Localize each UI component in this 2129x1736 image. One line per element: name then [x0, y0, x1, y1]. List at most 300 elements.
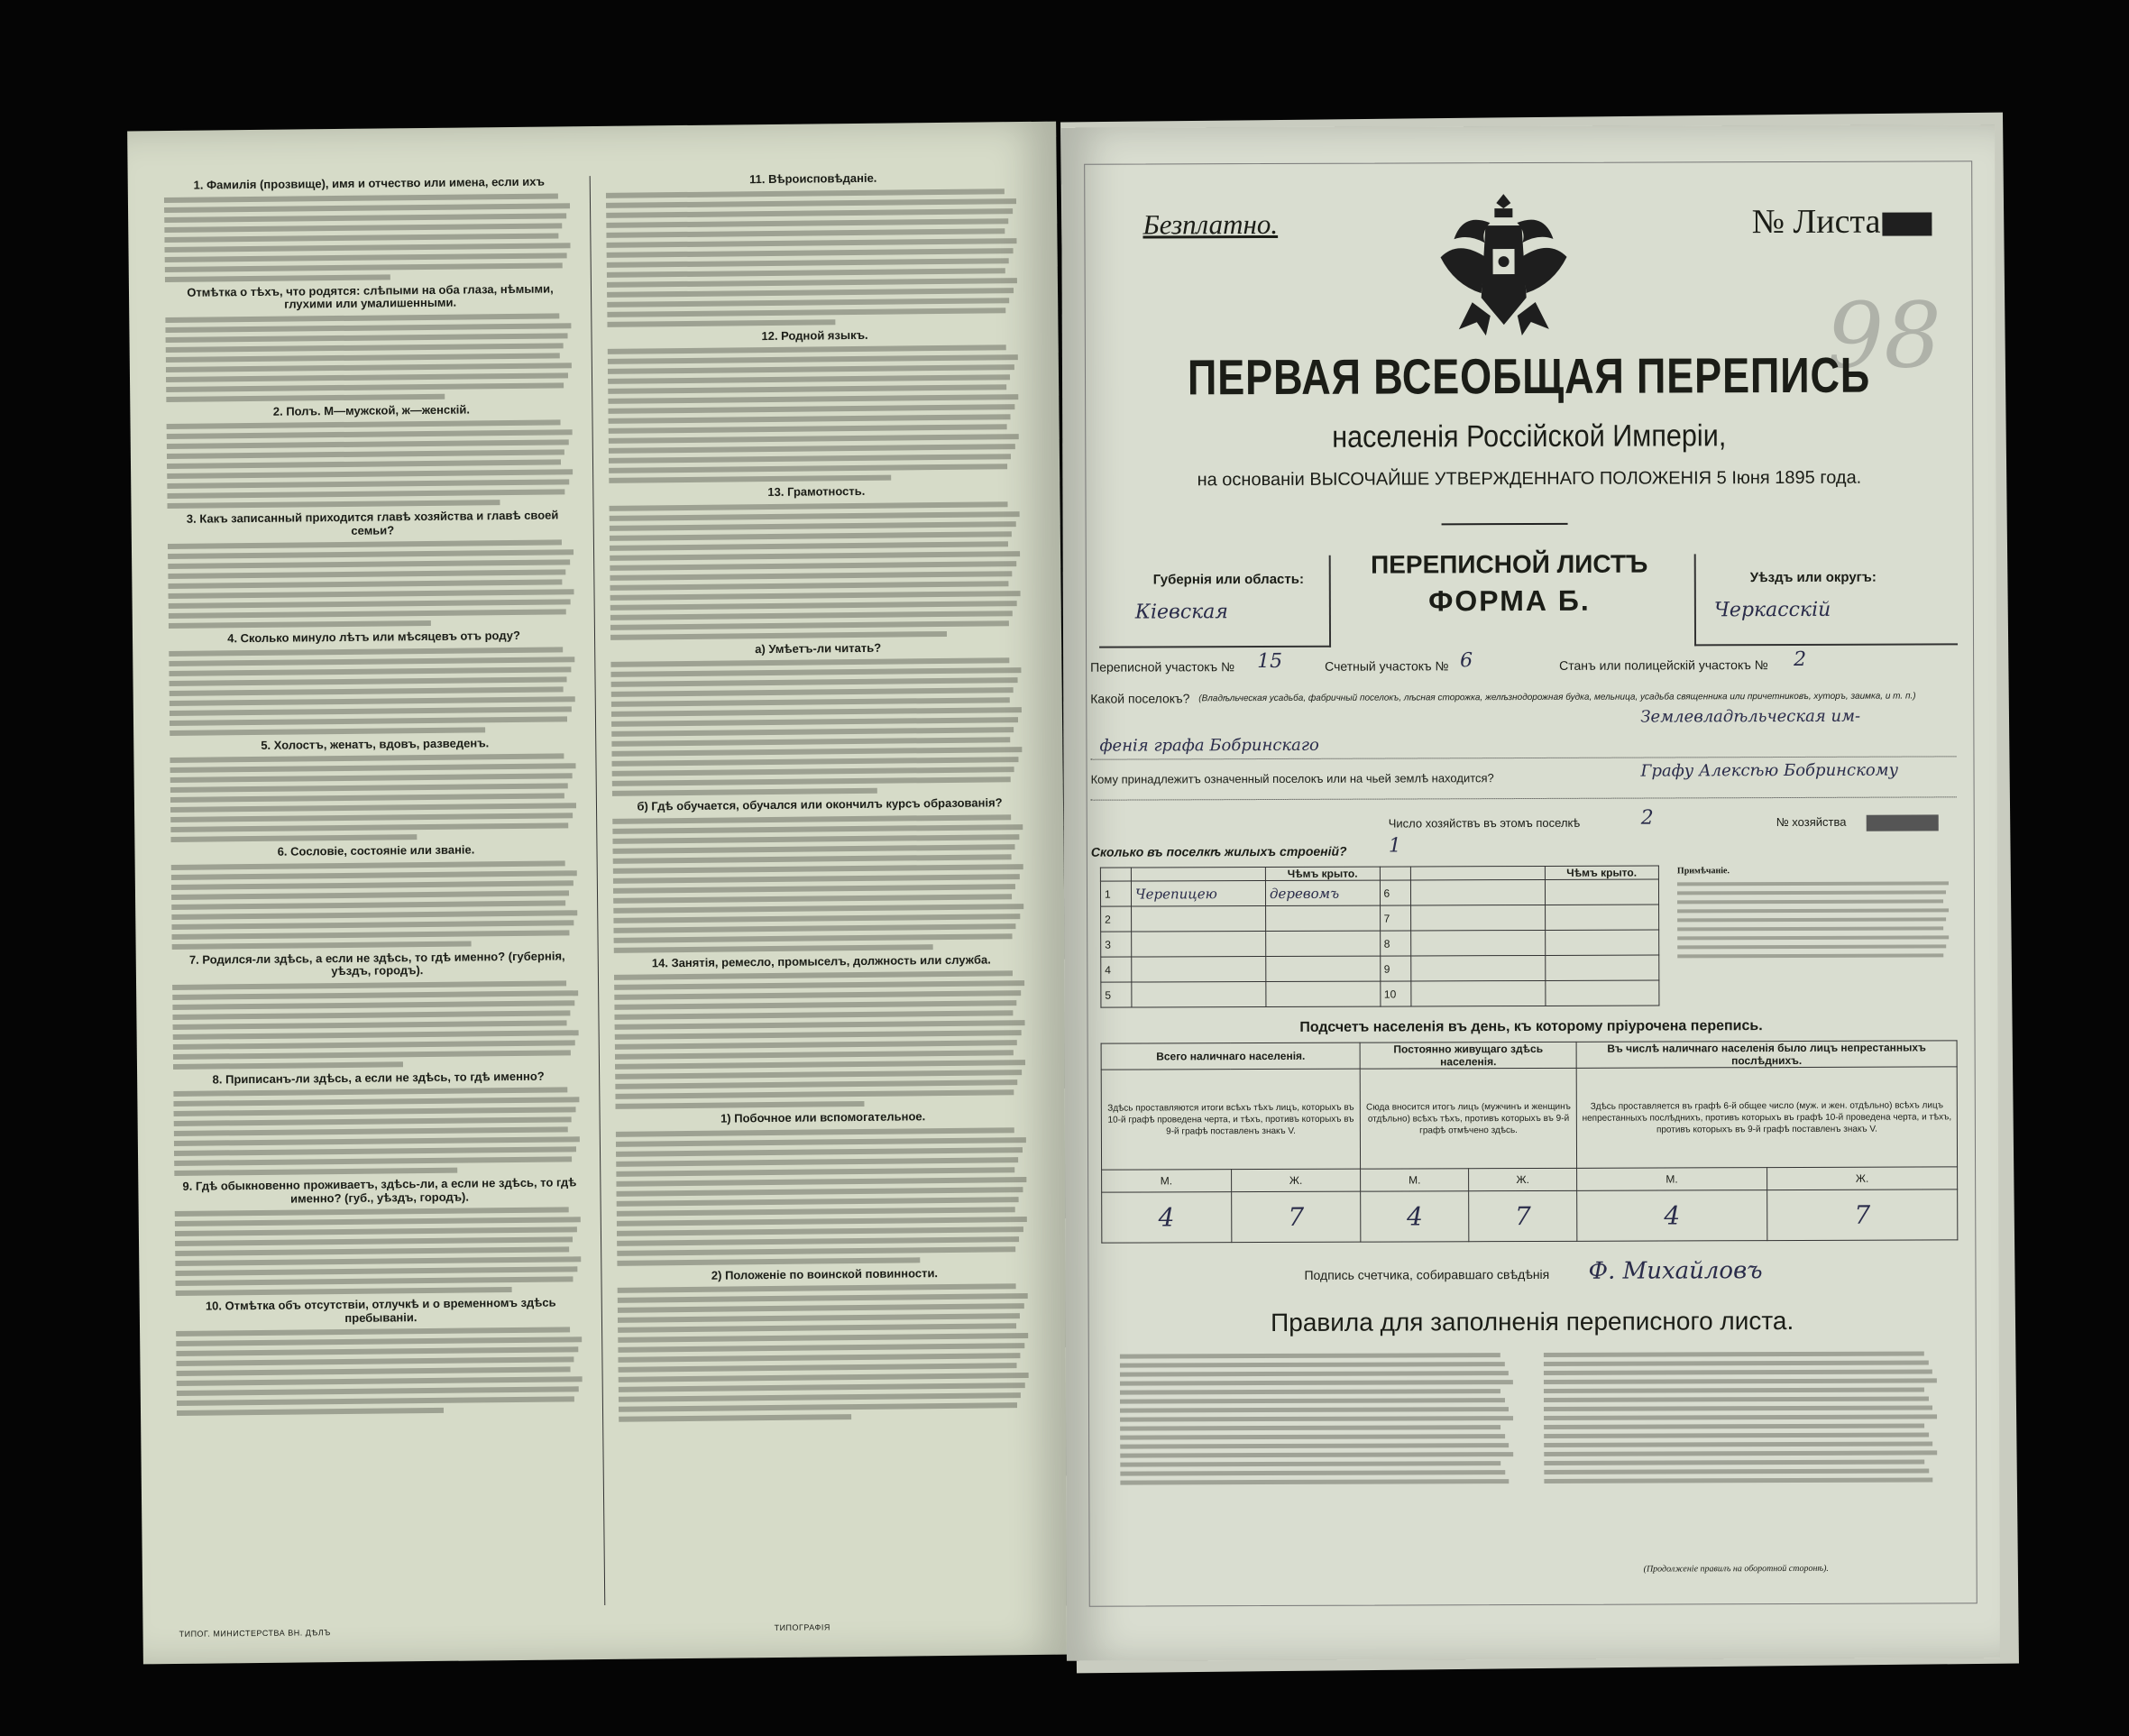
roof-col-right: Чѣмъ крыто. — [1545, 866, 1659, 879]
text-line-placeholder — [168, 569, 565, 579]
table-row — [1100, 879, 1658, 906]
row-number: 8 — [1380, 931, 1410, 956]
text-line-placeholder — [1677, 890, 1946, 895]
text-line-placeholder — [1120, 1407, 1509, 1413]
buildings-table — [1100, 866, 1660, 1008]
summary-title: Подсчетъ населенія въ день, къ которому пріурочена перепись. — [1299, 1018, 1763, 1035]
text-line-placeholder — [613, 854, 1012, 864]
text-line-placeholder — [614, 980, 1024, 990]
text-line-placeholder — [618, 1303, 1024, 1313]
text-line-placeholder — [1677, 908, 1949, 913]
section-heading: а) Умѣетъ-ли читать? — [755, 640, 882, 656]
text-line-placeholder — [619, 1402, 1017, 1412]
text-line-placeholder — [1544, 1477, 1932, 1483]
text-line-placeholder — [170, 696, 575, 706]
text-line-placeholder — [619, 1414, 851, 1422]
text-line-placeholder — [615, 1089, 1014, 1099]
district-value: Черкасскій — [1713, 598, 1831, 622]
section-heading: б) Гдѣ обучается, обучался или окончилъ курсъ образованія? — [637, 795, 1003, 813]
text-line-placeholder — [1120, 1398, 1505, 1403]
police-label: Станъ или полицейскій участокъ № — [1559, 657, 1768, 673]
text-line-placeholder — [612, 844, 1014, 854]
note-label: Примѣчаніе. — [1676, 866, 1730, 877]
text-line-placeholder — [174, 1156, 572, 1166]
section-heading: 10. Отмѣтка объ отсутствіи, отлучкѣ и о временномъ здѣсь пребываніи. — [205, 1295, 556, 1325]
section-heading: 3. Какъ записанный приходится главѣ хозяйства и главѣ своей семьи? — [186, 508, 559, 537]
text-line-placeholder — [173, 1061, 403, 1070]
summary_headers-cell: Постоянно живущаго здѣсь населенія. — [1360, 1042, 1576, 1069]
text-line-placeholder — [608, 374, 1010, 384]
text-line-placeholder — [606, 238, 1016, 248]
roof-cell: деревомъ — [1265, 880, 1380, 905]
roof-cell — [1545, 879, 1659, 905]
text-line-placeholder — [610, 611, 1013, 620]
text-line-placeholder — [174, 1107, 576, 1116]
text-line-placeholder — [610, 531, 1012, 541]
text-line-placeholder — [1120, 1362, 1505, 1367]
text-line-placeholder — [618, 1353, 1020, 1363]
text-line-placeholder — [170, 686, 564, 696]
text-line-placeholder — [172, 1000, 574, 1010]
settlement-value-line1: Землевладѣльческая им- — [1640, 706, 1861, 727]
text-line-placeholder — [168, 589, 574, 599]
counts-cell: 7 — [1231, 1191, 1361, 1243]
text-line-placeholder — [174, 1146, 576, 1156]
rules-title: Правила для заполненія переписного листа. — [1271, 1306, 1794, 1337]
text-line-placeholder — [614, 933, 1013, 943]
text-line-placeholder — [616, 1177, 1026, 1187]
households-value: 2 — [1640, 806, 1654, 830]
text-line-placeholder — [170, 676, 567, 686]
text-line-placeholder — [172, 1010, 570, 1020]
section-heading: 1) Побочное или вспомогательное. — [720, 1109, 926, 1125]
text-line-placeholder — [170, 727, 485, 736]
text-line-placeholder — [1120, 1416, 1513, 1422]
text-line-placeholder — [615, 1020, 1025, 1030]
text-line-placeholder — [166, 343, 564, 353]
text-line-placeholder — [176, 1336, 582, 1346]
text-line-placeholder — [170, 753, 564, 763]
section-heading: 12. Родной языкъ. — [761, 327, 868, 343]
row-number: 1 — [1100, 881, 1131, 906]
text-line-placeholder — [611, 727, 1014, 737]
text-line-placeholder — [164, 223, 562, 233]
text-line-placeholder — [1120, 1425, 1500, 1430]
text-line-placeholder — [1544, 1414, 1937, 1420]
row-number: 6 — [1380, 880, 1410, 905]
text-line-placeholder — [611, 707, 1022, 717]
row-number: 7 — [1380, 905, 1410, 931]
mf-cell: Ж. — [1231, 1169, 1361, 1192]
text-line-placeholder — [1120, 1470, 1505, 1475]
text-line-placeholder — [609, 454, 1011, 464]
table-row — [1101, 1041, 1957, 1070]
text-line-placeholder — [171, 920, 574, 930]
table-row — [1102, 1167, 1958, 1192]
text-line-placeholder — [610, 620, 1009, 630]
text-line-placeholder — [615, 1070, 1022, 1079]
text-line-placeholder — [167, 469, 573, 479]
text-line-placeholder — [173, 1097, 579, 1107]
text-line-placeholder — [609, 444, 1015, 454]
summary_headers-cell: Въ числѣ наличнаго населенія было лицъ непрестанныхъ послѣднихъ. — [1576, 1041, 1957, 1068]
text-line-placeholder — [615, 1060, 1025, 1070]
text-line-placeholder — [606, 188, 1005, 198]
text-line-placeholder — [615, 1050, 1014, 1060]
text-line-placeholder — [613, 864, 1023, 874]
text-line-placeholder — [617, 1246, 1015, 1256]
text-line-placeholder — [608, 404, 1014, 414]
text-line-placeholder — [610, 630, 947, 639]
section-heading: Отмѣтка о тѣхъ, что родятся: слѣпыми на оба глаза, нѣмыми, глухими или умалишенными. — [187, 281, 554, 311]
population-summary-table — [1101, 1040, 1959, 1243]
text-line-placeholder — [607, 319, 835, 327]
text-line-placeholder — [165, 323, 571, 333]
settlement-label: Какой поселокъ? — [1090, 691, 1190, 706]
text-line-placeholder — [608, 354, 1018, 364]
text-line-placeholder — [1120, 1371, 1509, 1377]
text-line-placeholder — [616, 1127, 1014, 1137]
text-line-placeholder — [618, 1283, 1016, 1293]
text-line-placeholder — [606, 198, 1016, 208]
text-line-placeholder — [166, 353, 560, 363]
text-line-placeholder — [171, 910, 577, 920]
text-line-placeholder — [165, 253, 567, 262]
text-line-placeholder — [619, 1373, 1029, 1382]
text-line-placeholder — [170, 793, 564, 803]
household-no-label: № хозяйства — [1776, 814, 1847, 830]
form-title: ПЕРЕПИСНОЙ ЛИСТЪ — [1371, 549, 1648, 579]
document-subtitle: населенія Россійской Имперіи, — [1332, 418, 1727, 455]
text-line-placeholder — [172, 941, 472, 949]
text-line-placeholder — [169, 647, 563, 657]
text-line-placeholder — [167, 479, 569, 489]
text-line-placeholder — [171, 870, 577, 880]
text-line-placeholder — [607, 308, 1005, 317]
text-line-placeholder — [612, 767, 1014, 776]
text-line-placeholder — [170, 773, 573, 783]
section-heading: 14. Занятія, ремесло, промыселъ, должность или служба. — [651, 951, 991, 969]
text-line-placeholder — [170, 803, 576, 813]
text-line-placeholder — [611, 677, 1018, 687]
counting-label: Счетный участокъ № — [1325, 658, 1449, 674]
text-line-placeholder — [174, 1126, 568, 1136]
text-line-placeholder — [167, 439, 569, 449]
row-number: 5 — [1101, 982, 1132, 1007]
text-line-placeholder — [610, 501, 1008, 511]
text-line-placeholder — [1120, 1479, 1509, 1485]
material-cell — [1410, 955, 1545, 981]
text-line-placeholder — [613, 923, 1015, 933]
material-cell — [1410, 905, 1545, 931]
text-line-placeholder — [1677, 881, 1949, 886]
text-line-placeholder — [172, 1020, 566, 1030]
text-line-placeholder — [609, 424, 1007, 434]
summary_headers-cell: Всего наличнаго населенія. — [1101, 1043, 1360, 1070]
text-line-placeholder — [177, 1386, 579, 1396]
text-line-placeholder — [176, 1327, 570, 1336]
text-line-placeholder — [607, 258, 1009, 268]
right-page — [1061, 124, 2000, 1661]
text-line-placeholder — [1677, 899, 1943, 904]
text-line-placeholder — [169, 657, 574, 666]
owner-value: Графу Алексѣю Бобринскому — [1640, 760, 1899, 781]
signature-label: Подпись счетчика, собиравшаго свѣдѣнія — [1304, 1266, 1550, 1282]
text-line-placeholder — [1677, 953, 1943, 958]
counts-cell: 4 — [1102, 1192, 1232, 1244]
section-heading: 7. Родился-ли здѣсь, а если не здѣсь, то гдѣ именно? (губернія, уѣздъ, городъ). — [188, 948, 565, 978]
left-page — [127, 122, 1072, 1665]
text-line-placeholder — [616, 1137, 1026, 1147]
text-line-placeholder — [609, 464, 1007, 473]
text-line-placeholder — [607, 298, 1009, 308]
text-line-placeholder — [608, 364, 1014, 374]
text-line-placeholder — [1120, 1434, 1505, 1439]
text-line-placeholder — [615, 1040, 1017, 1050]
text-line-placeholder — [607, 278, 1017, 288]
text-line-placeholder — [1544, 1405, 1932, 1411]
text-line-placeholder — [167, 429, 573, 439]
text-line-placeholder — [614, 990, 1021, 1000]
text-line-placeholder — [175, 1207, 569, 1217]
section-heading: 8. Приписанъ-ли здѣсь, а если не здѣсь, то гдѣ именно? — [212, 1069, 545, 1087]
text-line-placeholder — [1544, 1351, 1924, 1356]
text-line-placeholder — [173, 1040, 575, 1050]
text-line-placeholder — [176, 1287, 512, 1296]
redaction-block — [1867, 814, 1939, 831]
text-line-placeholder — [175, 1217, 581, 1226]
roof-cell — [1266, 931, 1381, 956]
text-line-placeholder — [610, 521, 1016, 531]
mf-cell: Ж. — [1469, 1168, 1577, 1190]
text-line-placeholder — [610, 601, 1017, 611]
roof-cell — [1266, 905, 1381, 931]
rules-column-a — [1120, 1348, 1518, 1575]
text-line-placeholder — [613, 904, 1023, 914]
table-row — [1101, 930, 1659, 957]
text-line-placeholder — [617, 1257, 920, 1266]
district-label: Уѣздъ или округъ: — [1749, 569, 1877, 586]
precinct-value: 15 — [1257, 649, 1283, 674]
text-line-placeholder — [165, 262, 563, 272]
text-line-placeholder — [1120, 1353, 1500, 1358]
text-line-placeholder — [616, 1187, 1023, 1197]
text-line-placeholder — [167, 449, 564, 459]
text-line-placeholder — [610, 581, 1008, 591]
text-line-placeholder — [175, 1246, 569, 1256]
text-line-placeholder — [164, 213, 566, 223]
text-line-placeholder — [606, 218, 1008, 228]
text-line-placeholder — [1677, 935, 1949, 940]
text-line-placeholder — [171, 860, 565, 870]
text-line-placeholder — [170, 716, 567, 726]
text-line-placeholder — [616, 1167, 1014, 1177]
roof-cell — [1545, 905, 1659, 930]
text-line-placeholder — [1544, 1396, 1929, 1401]
row-number: 9 — [1380, 956, 1410, 981]
text-line-placeholder — [166, 393, 445, 401]
text-line-placeholder — [617, 1217, 1027, 1226]
document-basis: на основаніи ВЫСОЧАЙШЕ УТВЕРЖДЕННАГО ПОЛОЖЕНІЯ 5 Іюня 1895 года. — [1197, 467, 1862, 491]
text-line-placeholder — [610, 511, 1020, 521]
row-number: 4 — [1101, 957, 1132, 982]
mf-cell: Ж. — [1767, 1167, 1958, 1190]
text-line-placeholder — [168, 559, 570, 569]
text-line-placeholder — [1677, 917, 1946, 922]
text-line-placeholder — [166, 372, 568, 382]
text-line-placeholder — [618, 1293, 1028, 1303]
text-line-placeholder — [167, 500, 500, 509]
buildings-note — [1677, 864, 1957, 963]
text-line-placeholder — [618, 1343, 1024, 1353]
counts-cell: 4 — [1361, 1191, 1469, 1242]
text-line-placeholder — [173, 1087, 567, 1097]
text-line-placeholder — [612, 824, 1023, 834]
text-line-placeholder — [166, 363, 572, 372]
text-line-placeholder — [610, 571, 1012, 581]
text-line-placeholder — [174, 1136, 580, 1146]
text-line-placeholder — [608, 384, 1006, 394]
text-line-placeholder — [175, 1256, 581, 1266]
text-line-placeholder — [168, 549, 574, 559]
text-line-placeholder — [612, 776, 1011, 786]
text-line-placeholder — [169, 609, 566, 619]
text-line-placeholder — [1544, 1378, 1937, 1384]
text-line-placeholder — [175, 1226, 577, 1236]
text-line-placeholder — [610, 541, 1008, 551]
section-heading: 1. Фамилія (прозвище), имя и отчество или имена, если ихъ — [193, 174, 545, 192]
text-line-placeholder — [1677, 926, 1943, 931]
text-line-placeholder — [164, 243, 570, 253]
text-line-placeholder — [177, 1366, 571, 1376]
text-line-placeholder — [608, 414, 1010, 424]
text-line-placeholder — [165, 313, 559, 323]
free-label: Безплатно. — [1143, 207, 1279, 241]
redaction-block — [1882, 213, 1932, 236]
material-cell: Черепицею — [1131, 881, 1265, 907]
summary_desc-cell: Сюда вносится итогъ лицъ (мужчинъ и женщинъ отдѣльно) всѣхъ тѣхъ, противъ которыхъ въ 9-й графѣ отмѣчено здѣсь. — [1360, 1068, 1576, 1169]
counter-signature: Ф. Михайловъ — [1588, 1257, 1763, 1285]
text-line-placeholder — [164, 233, 558, 243]
text-line-placeholder — [176, 1346, 578, 1356]
material-cell — [1132, 932, 1266, 958]
mf-cell: М. — [1361, 1169, 1469, 1191]
left-column-b — [606, 167, 1036, 1605]
counts-cell: 7 — [1469, 1190, 1577, 1241]
table-row — [1101, 1067, 1957, 1170]
text-line-placeholder — [1544, 1450, 1937, 1456]
column-divider — [590, 176, 606, 1605]
text-line-placeholder — [607, 268, 1005, 278]
section-heading: 4. Сколько минуло лѣтъ или мѣсяцевъ отъ роду? — [227, 628, 520, 646]
left-footer-imprint: ТИПОГ. МИНИСТЕРСТВА ВН. ДѢЛЪ — [179, 1628, 331, 1639]
text-line-placeholder — [618, 1333, 1028, 1343]
text-line-placeholder — [170, 763, 576, 773]
table-row — [1101, 980, 1659, 1007]
text-line-placeholder — [1544, 1432, 1929, 1437]
text-line-placeholder — [618, 1323, 1016, 1333]
row-number: 3 — [1101, 932, 1132, 957]
text-line-placeholder — [612, 834, 1019, 844]
section-heading: 2. Полъ. М—мужской, ж—женскій. — [272, 401, 470, 418]
text-line-placeholder — [614, 970, 1013, 980]
material-cell — [1410, 930, 1545, 956]
text-line-placeholder — [613, 874, 1020, 884]
section-heading: 9. Гдѣ обыкновенно проживаетъ, здѣсь-ли, а если не здѣсь, то гдѣ именно? (губ., уѣздъ, городъ). — [182, 1175, 577, 1206]
text-line-placeholder — [611, 717, 1018, 727]
material-cell — [1132, 982, 1266, 1008]
material-cell — [1132, 906, 1266, 932]
text-line-placeholder — [172, 980, 566, 990]
text-line-placeholder — [1544, 1423, 1924, 1428]
text-line-placeholder — [617, 1236, 1019, 1246]
text-line-placeholder — [617, 1226, 1023, 1236]
text-line-placeholder — [619, 1363, 1017, 1373]
text-line-placeholder — [175, 1266, 577, 1276]
text-line-placeholder — [168, 539, 562, 549]
text-line-placeholder — [171, 900, 565, 910]
buildings-label: Сколько въ поселкѣ жилыхъ строеній? — [1090, 843, 1347, 859]
text-line-placeholder — [167, 419, 561, 429]
text-line-placeholder — [607, 288, 1014, 298]
text-line-placeholder — [610, 561, 1016, 571]
sheet-number — [1752, 201, 1932, 242]
material-cell — [1410, 980, 1545, 1006]
text-line-placeholder — [614, 1000, 1016, 1010]
text-line-placeholder — [614, 1010, 1013, 1020]
text-line-placeholder — [174, 1168, 457, 1176]
counting-value: 6 — [1460, 649, 1473, 673]
text-line-placeholder — [614, 944, 933, 953]
text-line-placeholder — [173, 1050, 571, 1060]
right-footer-imprint: ТИПОГРАФІЯ — [774, 1622, 830, 1633]
table-row — [1101, 955, 1659, 982]
text-line-placeholder — [171, 890, 569, 900]
text-line-placeholder — [617, 1207, 1015, 1217]
text-line-placeholder — [1544, 1468, 1929, 1474]
text-line-placeholder — [1544, 1459, 1924, 1465]
roof-col-left: Чѣмъ крыто. — [1265, 867, 1380, 880]
roof-cell — [1545, 980, 1659, 1006]
section-heading: 6. Сословіе, состояніе или званіе. — [277, 842, 475, 859]
text-line-placeholder — [168, 579, 562, 589]
text-line-placeholder — [176, 1356, 574, 1366]
double-headed-eagle-emblem — [1436, 185, 1572, 344]
text-line-placeholder — [615, 1079, 1017, 1089]
table-row — [1101, 905, 1659, 932]
text-line-placeholder — [169, 620, 431, 629]
counts-cell: 4 — [1577, 1190, 1767, 1242]
text-line-placeholder — [610, 591, 1021, 601]
text-line-placeholder — [1120, 1389, 1500, 1394]
text-line-placeholder — [171, 880, 574, 890]
text-line-placeholder — [610, 667, 1021, 677]
counts-cell: 7 — [1767, 1189, 1958, 1241]
handwritten-number: 98 — [1826, 282, 1942, 389]
text-line-placeholder — [170, 706, 572, 716]
text-line-placeholder — [175, 1236, 573, 1246]
text-line-placeholder — [616, 1157, 1018, 1167]
table-row — [1102, 1189, 1958, 1243]
summary_desc-cell: Здѣсь проставляется въ графѣ 6-й общее число (муж. и жен. отдѣльно) всѣхъ лицъ непрестанныхъ послѣднихъ, противъ которыхъ въ графѣ 10-й проведена черта, и тѣхъ, противъ которыхъ въ 9-й графѣ поставленъ знакъ V. — [1576, 1067, 1957, 1168]
text-line-placeholder — [166, 333, 568, 343]
province-value: Кіевская — [1134, 601, 1228, 624]
text-line-placeholder — [175, 1276, 573, 1286]
rules-column-b — [1544, 1346, 1941, 1565]
mf-cell: М. — [1577, 1168, 1767, 1191]
text-line-placeholder — [611, 697, 1010, 707]
text-line-placeholder — [1544, 1369, 1932, 1375]
